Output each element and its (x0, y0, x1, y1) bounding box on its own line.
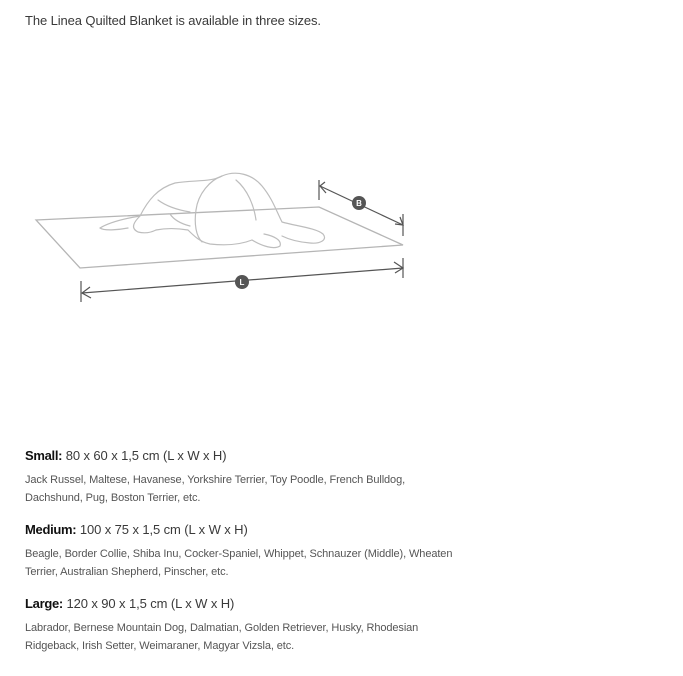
length-label: L (239, 278, 245, 287)
breed-list: Beagle, Border Collie, Shiba Inu, Cocker-Spaniel, Whippet, Schnauzer (Middle), Wheaten Terrier, Australian Shepherd, Pinscher, etc. (25, 548, 453, 578)
size-name: Medium: (25, 522, 77, 537)
size-dimensions: 100 x 75 x 1,5 cm (L x W x H) (79, 522, 248, 537)
size-large (25, 595, 495, 655)
intro-text: The Linea Quilted Blanket is available in three sizes. (25, 13, 321, 28)
breed-list: Jack Russel, Maltese, Havanese, Yorkshire Terrier, Toy Poodle, French Bulldog, Dachshund, Pug, Boston Terrier, etc. (25, 474, 406, 504)
dog-sketch-icon (100, 173, 325, 247)
blanket-outline (36, 207, 403, 268)
width-label: B (356, 199, 362, 208)
size-name: Large: (25, 596, 63, 611)
size-medium (25, 521, 495, 581)
size-dimensions: 80 x 60 x 1,5 cm (L x W x H) (65, 448, 227, 463)
size-dimensions: 120 x 90 x 1,5 cm (L x W x H) (66, 596, 235, 611)
breed-list: Labrador, Bernese Mountain Dog, Dalmatian, Golden Retriever, Husky, Rhodesian Ridgeback, Irish Setter, Weimaraner, Magyar Vizsla, etc. (25, 622, 419, 652)
size-small (25, 447, 495, 507)
size-name: Small: (25, 448, 63, 463)
blanket-dimension-diagram (0, 150, 683, 320)
